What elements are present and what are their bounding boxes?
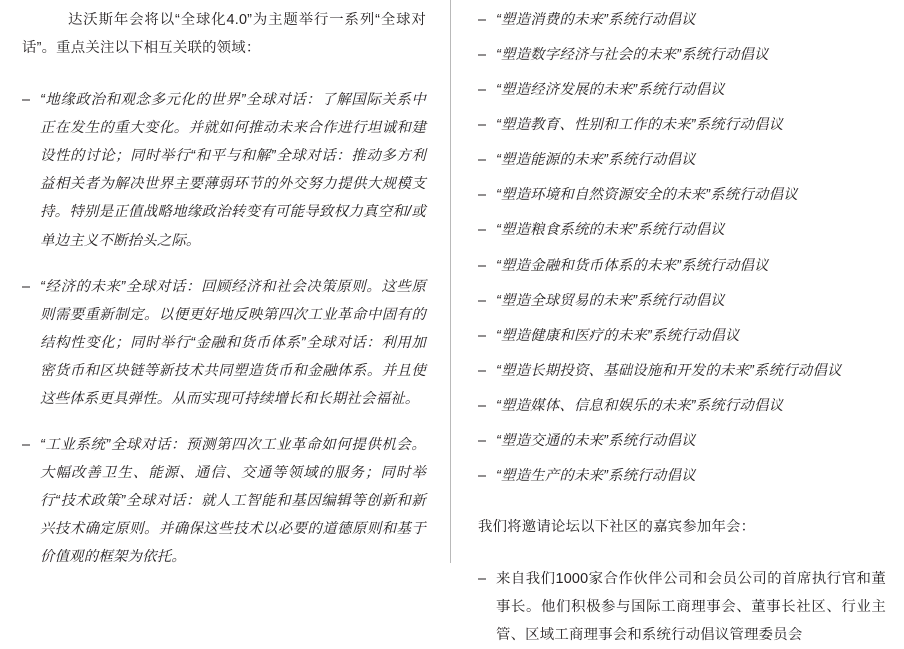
list-item-text: “塑造全球贸易的未来”系统行动倡议	[496, 292, 725, 309]
dash-marker: –	[478, 327, 487, 344]
list-item	[478, 181, 886, 209]
list-item-text: “工业系统”全球对话：预测第四次工业革命如何提供机会。大幅改善卫生、能源、通信、交通等领域的服务；同时举行“技术政策”全球对话：就人工智能和基因编辑等创新和新兴技术确定原则。并确保这些技术以必要的道德原则和基于价值观的框架为依托。	[40, 437, 426, 566]
list-item-text: 来自我们1000家合作伙伴公司和会员公司的首席执行官和董事长。他们积极参与国际工商理事会、董事长社区、行业主管、区域工商理事会和系统行动倡议管理委员会	[496, 571, 886, 644]
list-item	[22, 273, 426, 413]
list-item-text: “塑造长期投资、基础设施和开发的未来”系统行动倡议	[496, 362, 842, 379]
dash-marker: –	[478, 397, 487, 414]
list-item-text: “塑造金融和货币体系的未来”系统行动倡议	[496, 257, 769, 274]
list-item-text: “塑造生产的未来”系统行动倡议	[496, 468, 696, 485]
dash-marker: –	[22, 278, 31, 295]
list-item	[478, 146, 886, 174]
dash-marker: –	[478, 47, 487, 64]
dash-marker: –	[478, 257, 487, 274]
list-item	[478, 6, 886, 34]
list-item-text: “塑造粮食系统的未来”系统行动倡议	[496, 222, 725, 239]
spacer	[478, 497, 886, 513]
list-item-text: “经济的未来”全球对话：回顾经济和社会决策原则。这些原则需要重新制定。以便更好地反映第四次工业革命中固有的结构性变化；同时举行“金融和货币体系”全球对话：利用加密货币和区块链等新技术共同塑造货币和金融体系。并且使这些体系更具弹性。从而实现可持续增长和长期社会福祉。	[40, 278, 426, 407]
list-item	[478, 392, 886, 420]
list-item	[22, 86, 426, 254]
list-item-text: “塑造交通的未来”系统行动倡议	[496, 432, 696, 449]
intro-paragraph: 达沃斯年会将以“全球化4.0”为主题举行一系列“全球对话”。重点关注以下相互关联的领域：	[22, 12, 426, 57]
dash-marker: –	[478, 432, 487, 449]
dash-marker: –	[478, 152, 487, 169]
list-item	[478, 357, 886, 385]
list-item	[478, 76, 886, 104]
list-item	[478, 41, 886, 69]
list-item-text: “塑造数字经济与社会的未来”系统行动倡议	[496, 47, 769, 64]
list-item-text: “塑造环境和自然资源安全的未来”系统行动倡议	[496, 187, 798, 204]
list-item-text: “地缘政治和观念多元化的世界”全球对话：了解国际关系中正在发生的重大变化。并就如何推动未来合作进行坦诚和建设性的讨论；同时举行“和平与和解”全球对话：推动多方利益相关者为解决世界主要薄弱环节的外交努力提供大规模支持。特别是正值战略地缘政治转变有可能导致权力真空和/或单边主义不断抬头之际。	[40, 92, 426, 249]
closing-intro-paragraph: 我们将邀请论坛以下社区的嘉宾参加年会：	[478, 519, 756, 536]
dash-marker: –	[478, 468, 487, 485]
list-item	[478, 287, 886, 315]
list-item	[478, 111, 886, 139]
dash-marker: –	[478, 117, 487, 134]
dash-marker: –	[478, 222, 487, 239]
list-item-text: “塑造媒体、信息和娱乐的未来”系统行动倡议	[496, 397, 784, 414]
dash-marker: –	[478, 82, 487, 99]
list-item	[478, 462, 886, 490]
dash-marker: –	[478, 292, 487, 309]
list-item-text: “塑造教育、性别和工作的未来”系统行动倡议	[496, 117, 784, 134]
list-item	[478, 427, 886, 455]
dash-marker: –	[478, 362, 487, 379]
list-item-text: “塑造健康和医疗的未来”系统行动倡议	[496, 327, 740, 344]
dash-marker: –	[478, 187, 487, 204]
dash-marker: –	[478, 571, 487, 588]
list-item	[478, 565, 886, 649]
right-column	[452, 0, 904, 644]
list-item	[22, 431, 426, 571]
dash-marker: –	[22, 437, 31, 454]
list-item	[478, 216, 886, 244]
dash-marker: –	[22, 92, 31, 109]
list-item-text: “塑造消费的未来”系统行动倡议	[496, 12, 696, 28]
list-item	[478, 322, 886, 350]
list-item	[478, 252, 886, 280]
column-divider	[450, 0, 451, 563]
dash-marker: –	[478, 12, 487, 28]
left-column	[0, 0, 452, 566]
list-item-text: “塑造经济发展的未来”系统行动倡议	[496, 82, 725, 99]
list-item-text: “塑造能源的未来”系统行动倡议	[496, 152, 696, 169]
